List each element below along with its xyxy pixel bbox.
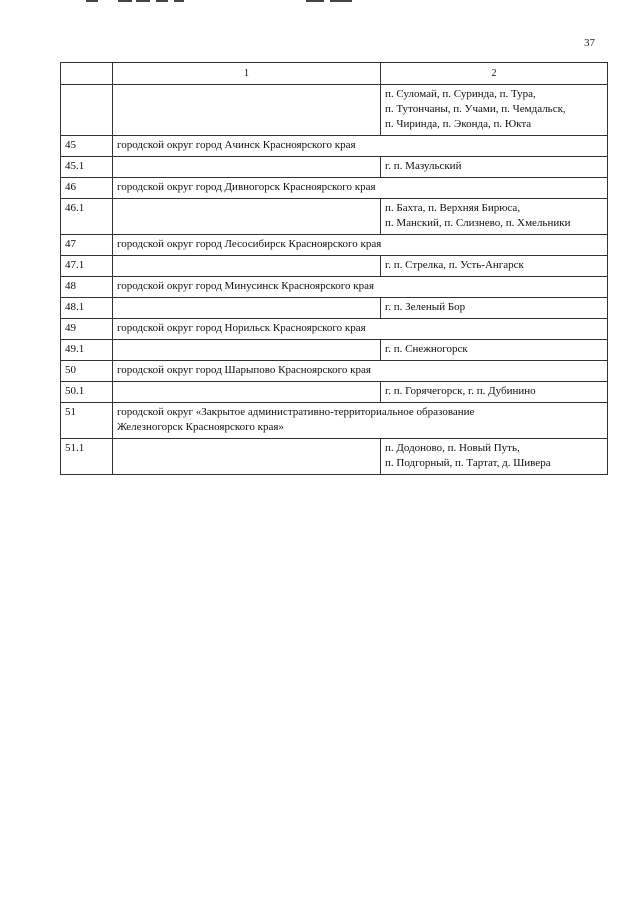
row-number: 48 bbox=[61, 277, 113, 298]
row-number: 46.1 bbox=[61, 199, 113, 235]
row-number: 47.1 bbox=[61, 256, 113, 277]
table-row bbox=[61, 439, 608, 475]
page-number: 37 bbox=[584, 37, 595, 49]
table-header-row bbox=[61, 63, 608, 85]
table-row bbox=[61, 256, 608, 277]
table-row bbox=[61, 340, 608, 361]
settlements-cell bbox=[381, 340, 608, 361]
table-row bbox=[61, 85, 608, 136]
settlements-line: п. Суломай, п. Суринда, п. Тура, bbox=[385, 88, 536, 100]
settlements-line: п. Додоново, п. Новый Путь, bbox=[385, 442, 520, 454]
settlements-line: п. Бахта, п. Верхняя Бирюса, bbox=[385, 202, 521, 214]
row-number: 49 bbox=[61, 319, 113, 340]
table-row bbox=[61, 298, 608, 319]
scan-artifact-marks bbox=[0, 0, 639, 10]
settlements-cell bbox=[381, 85, 608, 136]
district-name-line: городской округ «Закрытое административно-территориальное образование bbox=[117, 406, 475, 418]
settlements-line: г. п. Стрелка, п. Усть-Ангарск bbox=[385, 259, 524, 271]
settlements-cell bbox=[381, 382, 608, 403]
row-number: 50.1 bbox=[61, 382, 113, 403]
settlements-line: г. п. Горячегорск, г. п. Дубинино bbox=[385, 385, 536, 397]
row-number bbox=[61, 85, 113, 136]
row-number: 48.1 bbox=[61, 298, 113, 319]
column-1-cell bbox=[113, 85, 381, 136]
district-name bbox=[113, 403, 608, 439]
column-1-cell bbox=[113, 340, 381, 361]
column-1-cell bbox=[113, 157, 381, 178]
row-number: 51 bbox=[61, 403, 113, 439]
header-cell-num bbox=[61, 63, 113, 85]
settlements-cell bbox=[381, 439, 608, 475]
column-1-cell bbox=[113, 256, 381, 277]
settlements-line: п. Подгорный, п. Тартат, д. Шивера bbox=[385, 457, 551, 469]
settlements-line: п. Манский, п. Слизнево, п. Хмельники bbox=[385, 217, 571, 229]
table-row-section bbox=[61, 235, 608, 256]
table-row-section bbox=[61, 178, 608, 199]
header-cell-2: 2 bbox=[381, 63, 608, 85]
settlements-cell bbox=[381, 256, 608, 277]
settlements-table bbox=[60, 62, 608, 475]
district-name: городской округ город Шарыпово Красноярского края bbox=[113, 361, 608, 382]
table-row bbox=[61, 157, 608, 178]
district-name: городской округ город Лесосибирск Красноярского края bbox=[113, 235, 608, 256]
settlements-line: г. п. Снежногорск bbox=[385, 343, 468, 355]
table-body bbox=[61, 85, 608, 475]
settlements-line: г. п. Зеленый Бор bbox=[385, 301, 466, 313]
table-row-section bbox=[61, 361, 608, 382]
row-number: 49.1 bbox=[61, 340, 113, 361]
row-number: 51.1 bbox=[61, 439, 113, 475]
settlements-cell bbox=[381, 157, 608, 178]
table-row bbox=[61, 382, 608, 403]
settlements-cell bbox=[381, 298, 608, 319]
row-number: 47 bbox=[61, 235, 113, 256]
settlements-line: п. Тутончаны, п. Учами, п. Чемдальск, bbox=[385, 103, 566, 115]
district-name: городской округ город Дивногорск Красноярского края bbox=[113, 178, 608, 199]
settlements-line: п. Чиринда, п. Эконда, п. Юкта bbox=[385, 118, 532, 130]
table-row-section bbox=[61, 403, 608, 439]
table-row-section bbox=[61, 277, 608, 298]
row-number: 50 bbox=[61, 361, 113, 382]
district-name: городской округ город Норильск Красноярского края bbox=[113, 319, 608, 340]
column-1-cell bbox=[113, 298, 381, 319]
district-name: городской округ город Ачинск Красноярского края bbox=[113, 136, 608, 157]
header-cell-1: 1 bbox=[113, 63, 381, 85]
row-number: 46 bbox=[61, 178, 113, 199]
district-name-line: Железногорск Красноярского края» bbox=[117, 421, 284, 433]
column-1-cell bbox=[113, 199, 381, 235]
district-name: городской округ город Минусинск Красноярского края bbox=[113, 277, 608, 298]
column-1-cell bbox=[113, 382, 381, 403]
settlements-cell bbox=[381, 199, 608, 235]
column-1-cell bbox=[113, 439, 381, 475]
row-number: 45 bbox=[61, 136, 113, 157]
table-row-section bbox=[61, 319, 608, 340]
table-row-section bbox=[61, 136, 608, 157]
row-number: 45.1 bbox=[61, 157, 113, 178]
settlements-line: г. п. Мазульский bbox=[385, 160, 462, 172]
table-row bbox=[61, 199, 608, 235]
